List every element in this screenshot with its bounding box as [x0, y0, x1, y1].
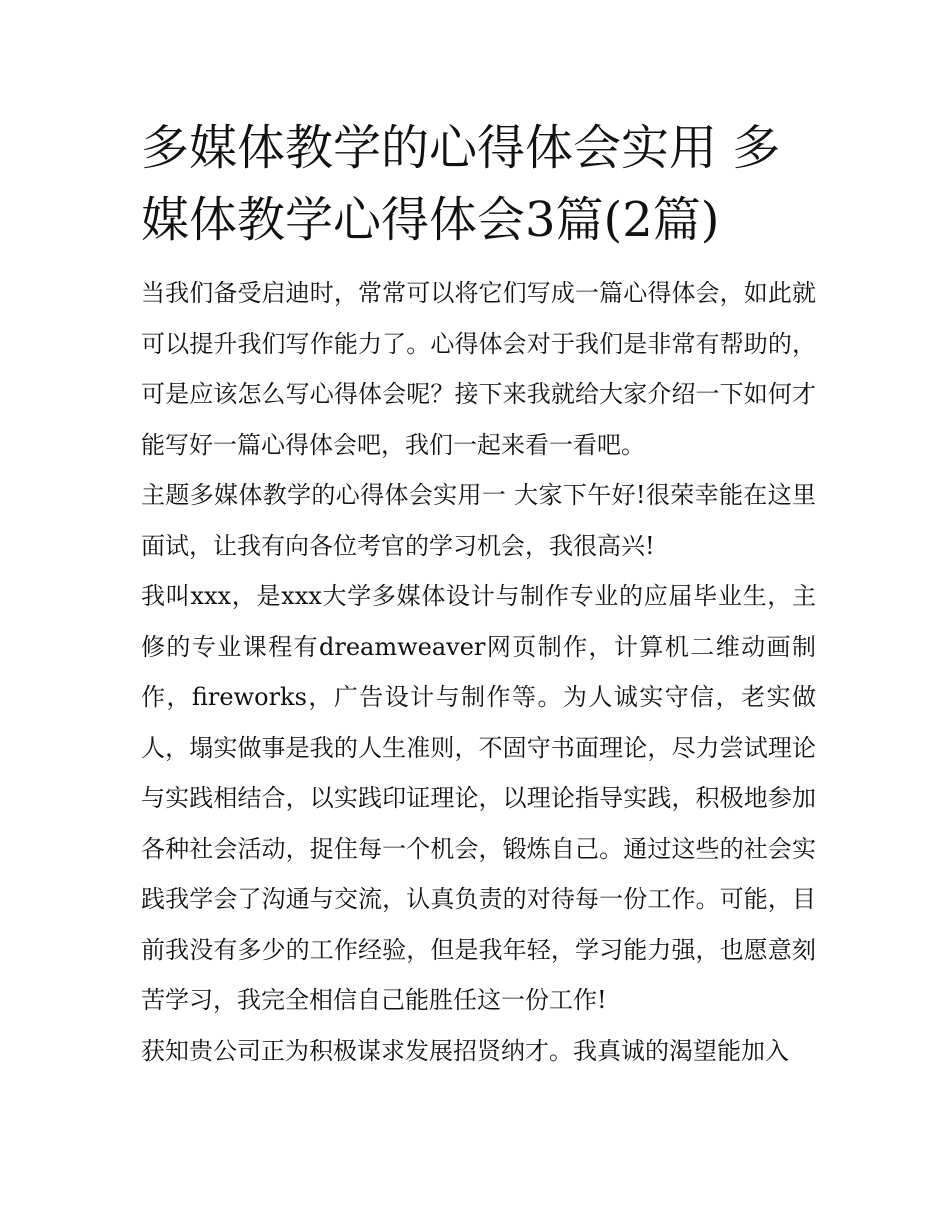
- paragraph-company: 获知贵公司正为积极谋求发展招贤纳才。我真诚的渴望能加入: [141, 1036, 789, 1065]
- paragraph-greeting: 主题多媒体教学的心得体会实用一 大家下午好!很荣幸能在这里面试，让我有向各位考官的学习机会，我很高兴!: [141, 481, 816, 560]
- paragraph-self-introduction: 我叫xxx，是xxx大学多媒体设计与制作专业的应届毕业生，主修的专业课程有dreamweaver网页制作，计算机二维动画制作，fireworks，广告设计与制作等。为人诚实守信，老实做人，塌实做事是我的人生准则，不固守书面理论，尽力尝试理论与实践相结合，以实践印证理论，以理论指导实践，积极地参加各种社会活动，捉住每一个机会，锻炼自己。通过这些的社会实践我学会了沟通与交流，认真负责的对待每一份工作。可能，目前我没有多少的工作经验，但是我年轻，学习能力强，也愿意刻苦学习，我完全相信自己能胜任这一份工作!: [141, 582, 816, 1014]
- paragraph-intro: 当我们备受启迪时，常常可以将它们写成一篇心得体会，如此就可以提升我们写作能力了。心得体会对于我们是非常有帮助的，可是应该怎么写心得体会呢？接下来我就给大家介绍一下如何才能写好一篇心得体会吧，我们一起来看一看吧。: [141, 279, 816, 459]
- document-title: 多媒体教学的心得体会实用 多媒体教学心得体会3篇(2篇): [141, 120, 781, 248]
- document-content: [141, 112, 816, 1076]
